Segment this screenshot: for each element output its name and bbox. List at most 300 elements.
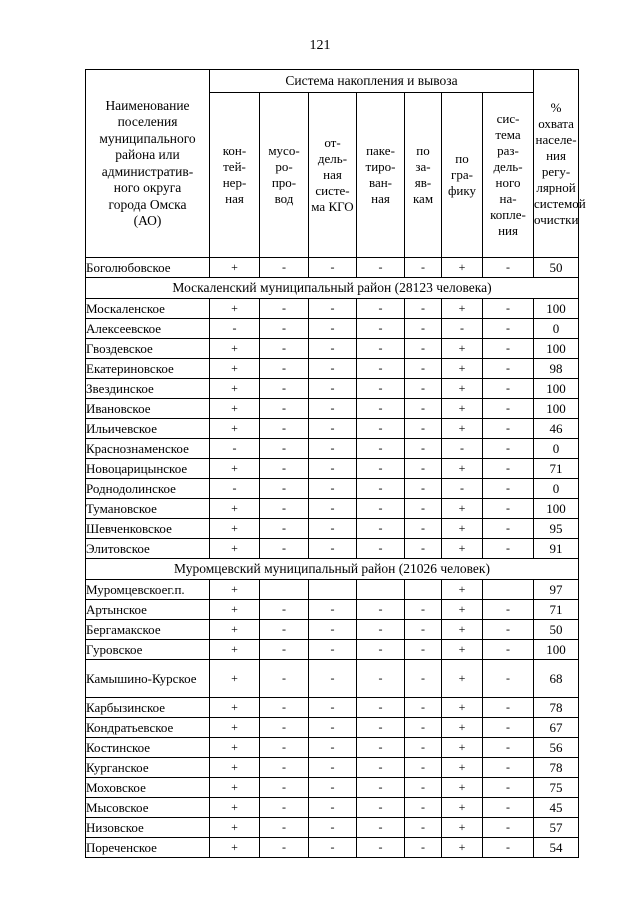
header-col-line: систе- [315,183,350,198]
mark-on-request: - [405,600,442,620]
mark-bulky-waste: - [309,738,357,758]
mark-bulky-waste: - [309,620,357,640]
coverage-percent: 100 [534,299,579,319]
table-row [86,640,579,660]
settlement-name: Муромцевскоег.п. [86,580,210,600]
mark-bagged: - [357,499,405,519]
mark-on-schedule: + [442,818,483,838]
header-col-line: про- [271,175,297,190]
mark-separate-collection: - [483,299,534,319]
mark-container: + [210,600,260,620]
mark-separate-collection: - [483,758,534,778]
header-name-line: ного округа [113,180,182,195]
header-name-line: поселения [117,114,178,129]
mark-bagged: - [357,319,405,339]
header-col-line: ная [323,167,342,182]
mark-on-request: - [405,419,442,439]
mark-bagged: - [357,600,405,620]
table-row [86,519,579,539]
mark-separate-collection: - [483,479,534,499]
mark-bagged: - [357,459,405,479]
coverage-percent: 98 [534,359,579,379]
mark-garbage-chute: - [260,459,309,479]
mark-separate-collection: - [483,698,534,718]
mark-container: - [210,439,260,459]
header-col-line: тиро- [365,159,396,174]
mark-separate-collection: - [483,319,534,339]
mark-on-schedule: + [442,258,483,278]
mark-container: + [210,698,260,718]
mark-on-request: - [405,399,442,419]
mark-container: + [210,419,260,439]
mark-on-request: - [405,698,442,718]
settlement-name: Боголюбовское [86,258,210,278]
header-col-line: дель- [493,159,523,174]
mark-on-request: - [405,519,442,539]
coverage-percent: 56 [534,738,579,758]
mark-container: + [210,818,260,838]
mark-bulky-waste: - [309,399,357,419]
header-col-line: ная [371,191,390,206]
settlement-name: Карбызинское [86,698,210,718]
mark-on-schedule: + [442,539,483,559]
mark-separate-collection: - [483,339,534,359]
settlement-name: Костинское [86,738,210,758]
mark-bagged: - [357,838,405,858]
mark-on-schedule: + [442,580,483,600]
mark-garbage-chute: - [260,379,309,399]
mark-on-request: - [405,758,442,778]
mark-garbage-chute: - [260,778,309,798]
mark-container: + [210,539,260,559]
mark-garbage-chute: - [260,499,309,519]
mark-container: + [210,359,260,379]
mark-separate-collection: - [483,640,534,660]
mark-bulky-waste: - [309,359,357,379]
coverage-percent: 100 [534,339,579,359]
header-col-line: вод [274,191,294,206]
mark-on-schedule: + [442,519,483,539]
mark-bulky-waste: - [309,818,357,838]
mark-separate-collection: - [483,660,534,698]
coverage-percent: 97 [534,580,579,600]
header-name-line: административ- [101,163,194,179]
settlement-name: Роднодолинское [86,479,210,499]
mark-bagged: - [357,379,405,399]
mark-on-schedule: - [442,439,483,459]
header-col-line: гра- [451,167,473,182]
mark-bagged: - [357,798,405,818]
mark-on-schedule: + [442,459,483,479]
mark-garbage-chute: - [260,758,309,778]
mark-bulky-waste: - [309,718,357,738]
mark-bulky-waste: - [309,640,357,660]
coverage-percent: 67 [534,718,579,738]
mark-container: + [210,640,260,660]
mark-on-request: - [405,379,442,399]
mark-bulky-waste [309,580,357,600]
district-row [86,278,579,299]
mark-bagged: - [357,399,405,419]
header-col-line: по [416,143,430,158]
coverage-percent: 71 [534,459,579,479]
coverage-percent: 100 [534,640,579,660]
mark-container: + [210,580,260,600]
mark-on-schedule: + [442,339,483,359]
mark-on-schedule: + [442,399,483,419]
header-name-line: города Омска [108,196,187,212]
header-system-group: Система накопления и вывоза [210,70,534,93]
settlement-name: Кондратьевское [86,718,210,738]
coverage-percent: 75 [534,778,579,798]
header-col-line: тей- [223,159,246,174]
mark-garbage-chute: - [260,698,309,718]
settlement-name: Мысовское [86,798,210,818]
header-pct-line: системой [534,195,586,211]
mark-container: + [210,718,260,738]
coverage-percent: 0 [534,439,579,459]
settlement-name: Бергамакское [86,620,210,640]
settlement-name: Моховское [86,778,210,798]
mark-container: + [210,519,260,539]
header-pct-line: ния регу- [541,147,571,179]
mark-bulky-waste: - [309,600,357,620]
mark-bulky-waste: - [309,698,357,718]
mark-garbage-chute: - [260,479,309,499]
mark-separate-collection: - [483,459,534,479]
coverage-percent: 78 [534,698,579,718]
mark-container: + [210,738,260,758]
mark-garbage-chute: - [260,620,309,640]
header-name-line: муниципального [99,130,196,146]
table-row [86,499,579,519]
mark-on-request: - [405,258,442,278]
mark-bagged: - [357,439,405,459]
header-col-line: ния [498,223,518,238]
mark-container: + [210,379,260,399]
table-row [86,718,579,738]
mark-on-schedule: + [442,620,483,640]
mark-bagged: - [357,359,405,379]
settlement-name: Ильичевское [86,419,210,439]
settlement-name: Артынское [86,600,210,620]
mark-garbage-chute: - [260,519,309,539]
table-row [86,539,579,559]
settlement-name: Курганское [86,758,210,778]
coverage-percent: 68 [534,660,579,698]
header-col-garbage-chute [260,93,309,258]
mark-bulky-waste: - [309,758,357,778]
mark-on-schedule: + [442,640,483,660]
header-col-line: от- [324,135,341,150]
header-col-line: мусо- [268,143,300,158]
mark-on-schedule: + [442,838,483,858]
mark-on-schedule: - [442,319,483,339]
header-col-line: ма КГО [311,199,354,214]
mark-garbage-chute: - [260,399,309,419]
mark-container: + [210,339,260,359]
coverage-percent: 54 [534,838,579,858]
waste-collection-table [85,69,586,858]
coverage-percent: 100 [534,499,579,519]
coverage-percent: 71 [534,600,579,620]
coverage-percent: 50 [534,258,579,278]
mark-on-schedule: + [442,798,483,818]
header-col-line: ван- [368,175,393,190]
header-col-line: фику [447,183,476,198]
table-row [86,698,579,718]
mark-on-request: - [405,319,442,339]
mark-garbage-chute: - [260,798,309,818]
table-body [86,258,579,858]
table-row [86,758,579,778]
mark-bagged: - [357,698,405,718]
mark-on-schedule: + [442,778,483,798]
mark-container: - [210,479,260,499]
table-row [86,359,579,379]
mark-bulky-waste: - [309,319,357,339]
mark-bulky-waste: - [309,258,357,278]
mark-bagged: - [357,718,405,738]
mark-garbage-chute: - [260,439,309,459]
mark-container: - [210,319,260,339]
settlement-name: Гуровское [86,640,210,660]
mark-bulky-waste: - [309,439,357,459]
mark-container: + [210,758,260,778]
mark-separate-collection: - [483,419,534,439]
settlement-name: Тумановское [86,499,210,519]
mark-bagged: - [357,778,405,798]
coverage-percent: 45 [534,798,579,818]
coverage-percent: 0 [534,319,579,339]
mark-container: + [210,660,260,698]
mark-separate-collection: - [483,778,534,798]
coverage-percent: 95 [534,519,579,539]
settlement-name: Гвоздевское [86,339,210,359]
settlement-name: Пореченское [86,838,210,858]
coverage-percent: 100 [534,399,579,419]
mark-garbage-chute: - [260,600,309,620]
mark-on-request: - [405,539,442,559]
table-row [86,580,579,600]
mark-bagged: - [357,419,405,439]
mark-bulky-waste: - [309,660,357,698]
header-name-line: (АО) [133,213,162,228]
mark-separate-collection: - [483,600,534,620]
header-col-line: ро- [275,159,293,174]
mark-on-schedule: + [442,698,483,718]
mark-on-request: - [405,640,442,660]
header-col-line: нер- [222,175,247,190]
mark-separate-collection: - [483,379,534,399]
header-col-line: яв- [414,175,432,190]
header-col-line: кам [412,191,434,206]
mark-separate-collection: - [483,519,534,539]
mark-separate-collection: - [483,798,534,818]
header-col-line: копле- [490,207,526,222]
mark-garbage-chute: - [260,319,309,339]
header-pct-line: населе- [535,131,577,147]
mark-garbage-chute: - [260,419,309,439]
mark-bagged: - [357,479,405,499]
settlement-name: Новоцарицынское [86,459,210,479]
mark-garbage-chute: - [260,339,309,359]
header-col-on-schedule [442,93,483,258]
table-row [86,798,579,818]
mark-separate-collection [483,580,534,600]
mark-bulky-waste: - [309,778,357,798]
mark-bagged: - [357,258,405,278]
table-header [86,70,586,258]
mark-separate-collection: - [483,838,534,858]
mark-separate-collection: - [483,620,534,640]
mark-on-request: - [405,838,442,858]
mark-bagged: - [357,640,405,660]
mark-on-request: - [405,359,442,379]
mark-separate-collection: - [483,258,534,278]
coverage-percent: 57 [534,818,579,838]
mark-garbage-chute: - [260,718,309,738]
table-row [86,319,579,339]
header-col-line: сис- [496,111,520,126]
mark-bagged: - [357,620,405,640]
header-pct-line: % охвата [538,99,574,131]
header-col-container [210,93,260,258]
mark-bulky-waste: - [309,459,357,479]
settlement-name: Шевченковское [86,519,210,539]
mark-container: + [210,258,260,278]
table-row [86,620,579,640]
mark-garbage-chute: - [260,299,309,319]
coverage-percent: 78 [534,758,579,778]
settlement-name: Москаленское [86,299,210,319]
mark-on-request: - [405,778,442,798]
header-col-line: дель- [317,151,348,166]
coverage-percent: 0 [534,479,579,499]
table-row [86,838,579,858]
header-col-bagged [357,93,405,258]
mark-on-request: - [405,660,442,698]
mark-bagged: - [357,660,405,698]
mark-on-schedule: + [442,379,483,399]
table-row [86,419,579,439]
mark-on-schedule: + [442,299,483,319]
mark-bagged: - [357,738,405,758]
mark-container: + [210,499,260,519]
coverage-percent: 91 [534,539,579,559]
table-row [86,738,579,758]
table-row [86,778,579,798]
settlement-name: Ивановское [86,399,210,419]
mark-bulky-waste: - [309,499,357,519]
mark-on-schedule: + [442,660,483,698]
mark-on-schedule: + [442,499,483,519]
district-label: Муромцевский муниципальный район (21026 человек) [86,559,579,580]
mark-container: + [210,778,260,798]
mark-bulky-waste: - [309,479,357,499]
header-name-line: Наименование [105,97,190,113]
header-col-line: раз- [497,143,519,158]
mark-separate-collection: - [483,399,534,419]
settlement-name: Звездинское [86,379,210,399]
table-row [86,379,579,399]
header-col-line: паке- [366,143,395,158]
table-row [86,818,579,838]
mark-separate-collection: - [483,539,534,559]
mark-container: + [210,299,260,319]
mark-bulky-waste: - [309,299,357,319]
header-col-line: за- [415,159,431,174]
header-col-separate-collection [483,93,534,258]
table-row [86,339,579,359]
table-row [86,258,579,278]
mark-on-request: - [405,718,442,738]
table-row [86,399,579,419]
settlement-name: Екатериновское [86,359,210,379]
mark-garbage-chute: - [260,838,309,858]
mark-bulky-waste: - [309,419,357,439]
settlement-name: Краснознаменское [86,439,210,459]
header-col-bulky-waste [309,93,357,258]
mark-garbage-chute: - [260,738,309,758]
mark-on-schedule: + [442,738,483,758]
coverage-percent: 100 [534,379,579,399]
table-row [86,299,579,319]
mark-on-schedule: + [442,359,483,379]
settlement-name: Низовское [86,818,210,838]
mark-container: + [210,620,260,640]
settlement-name: Элитовское [86,539,210,559]
district-label: Москаленский муниципальный район (28123 человека) [86,278,579,299]
mark-separate-collection: - [483,818,534,838]
mark-on-request: - [405,299,442,319]
mark-bagged: - [357,519,405,539]
page-number: 121 [309,38,331,53]
header-pct-line: очистки [534,211,579,227]
mark-bulky-waste: - [309,519,357,539]
mark-separate-collection: - [483,718,534,738]
table-row [86,479,579,499]
header-settlement-name [86,70,210,258]
mark-bagged [357,580,405,600]
mark-on-request: - [405,798,442,818]
mark-bulky-waste: - [309,379,357,399]
table-row [86,600,579,620]
coverage-percent: 46 [534,419,579,439]
mark-on-schedule: + [442,600,483,620]
mark-on-request: - [405,818,442,838]
mark-garbage-chute: - [260,359,309,379]
header-coverage-percent [534,70,586,258]
mark-on-request: - [405,339,442,359]
mark-bagged: - [357,339,405,359]
mark-container: + [210,459,260,479]
mark-bulky-waste: - [309,539,357,559]
header-col-line: по [455,151,469,166]
mark-on-request: - [405,439,442,459]
mark-bulky-waste: - [309,339,357,359]
table-row [86,439,579,459]
header-col-line: кон- [222,143,247,158]
mark-bagged: - [357,758,405,778]
header-col-line: ная [225,191,244,206]
mark-on-request: - [405,459,442,479]
mark-garbage-chute: - [260,640,309,660]
header-pct-line: лярной [536,179,576,195]
mark-container: + [210,838,260,858]
mark-bagged: - [357,818,405,838]
mark-on-request: - [405,499,442,519]
